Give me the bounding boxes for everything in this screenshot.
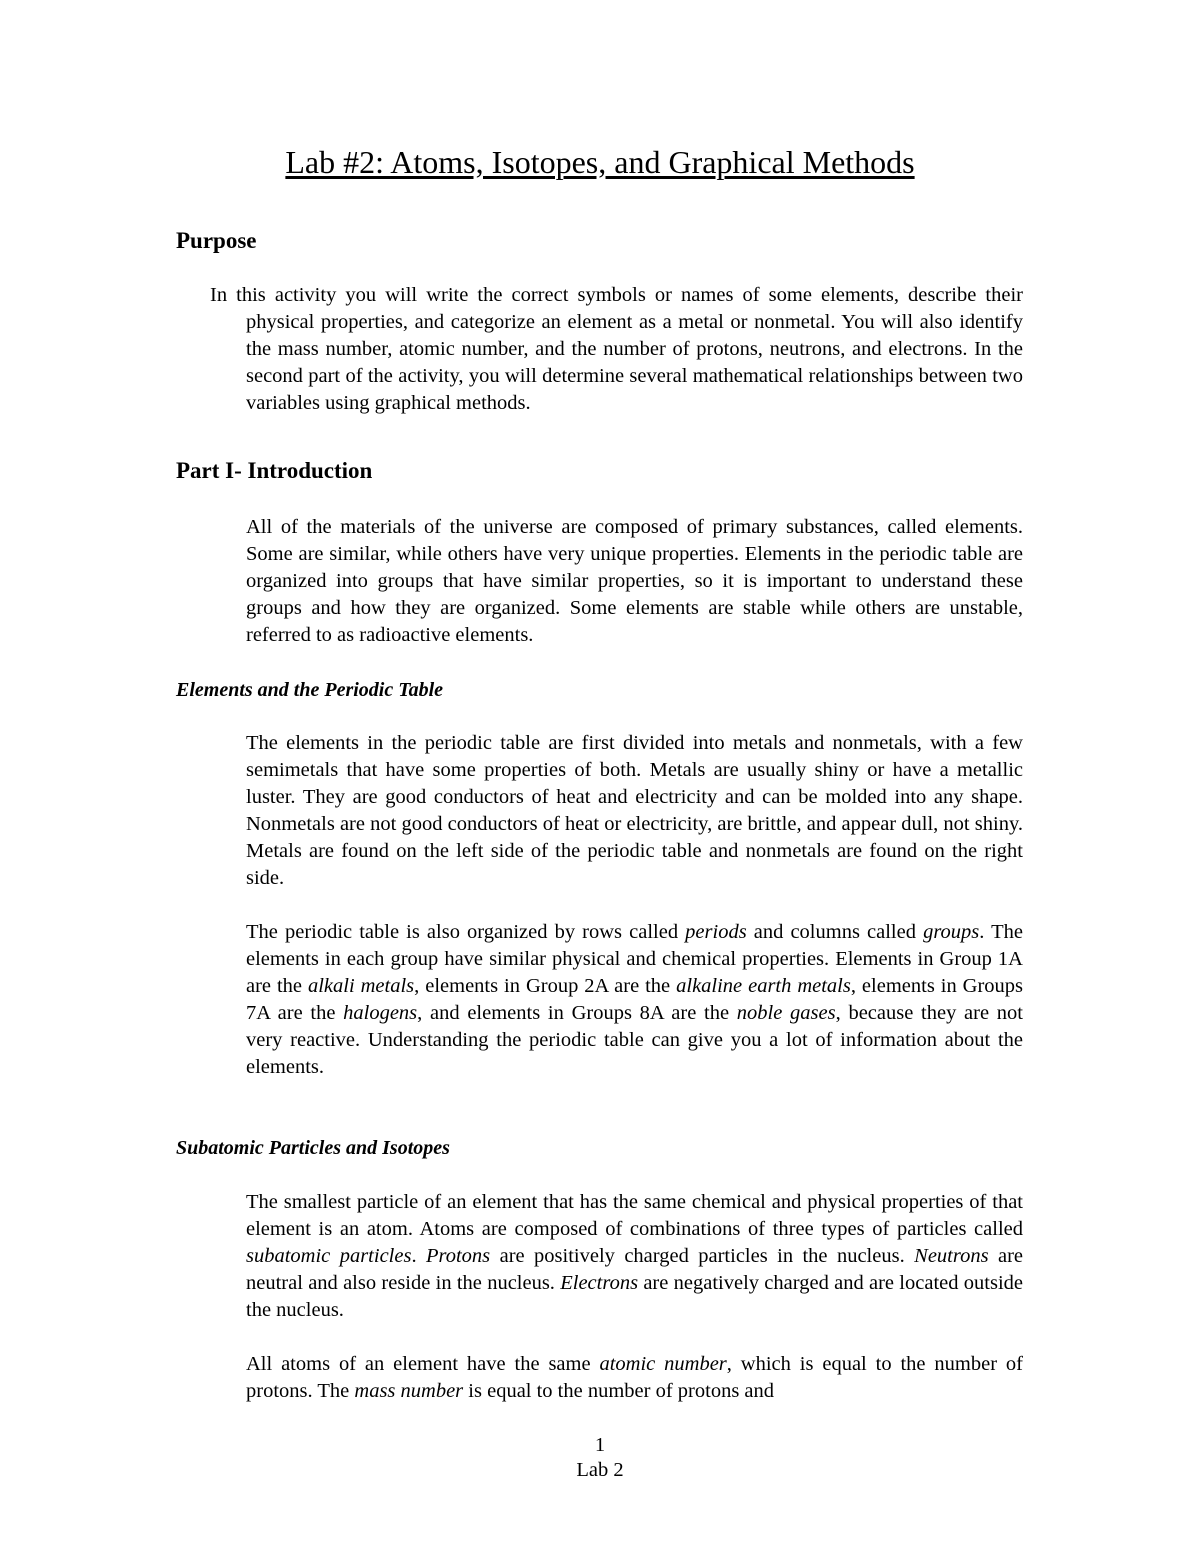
term-neutrons: Neutrons	[914, 1245, 989, 1267]
term-mass-number: mass number	[354, 1380, 464, 1402]
purpose-paragraph: In this activity you will write the correct symbols or names of some elements, describe their physical properties, and categorize an element as a metal or nonmetal. You will also identify the mass number, atomic number, and the number of protons, neutrons, and electrons. In the second part of the activity, you will determine several mathematical relationships between two variables using graphical methods.	[210, 284, 1023, 414]
subatomic-paragraph-1: The smallest particle of an element that has the same chemical and physical properties of that element is an atom. Atoms are composed of combinations of three types of particles called subatomic particles. Protons are positively charged particles in the nucleus. Neutrons are neutral and also reside in the nucleus. Electrons are negatively charged and are located outside the nucleus.	[246, 1191, 1024, 1321]
part1-paragraph: All of the materials of the universe are composed of primary substances, called elements. Some are similar, while others have very unique properties. Elements in the periodic table are organized into groups that have similar properties, so it is important to understand these groups and how they are organized. Some elements are stable while others are unstable, referred to as radioactive elements.	[246, 516, 1023, 646]
footer-label: Lab 2	[576, 1459, 624, 1481]
term-protons: Protons	[426, 1245, 491, 1267]
part1-heading: Part I- Introduction	[176, 458, 373, 483]
purpose-heading: Purpose	[176, 228, 257, 253]
term-electrons: Electrons	[560, 1272, 639, 1294]
elements-paragraph-1: The elements in the periodic table are first divided into metals and nonmetals, with a few semimetals that have some properties of both. Metals are usually shiny or have a metallic luster. They are good conductors of heat and electricity and can be molded into any shape. Nonmetals are not good conductors of heat or electricity, are brittle, and appear dull, not shiny. Metals are found on the left side of the periodic table and nonmetals are found on the right side.	[246, 732, 1023, 889]
elements-heading: Elements and the Periodic Table	[176, 679, 444, 701]
term-alkali-metals: alkali metals	[307, 975, 415, 997]
term-alkaline-earth-metals: alkaline earth metals	[676, 975, 851, 997]
page-number: 1	[594, 1434, 606, 1456]
term-groups: groups	[923, 921, 980, 943]
term-subatomic-particles: subatomic particles	[246, 1245, 412, 1267]
subatomic-heading: Subatomic Particles and Isotopes	[176, 1137, 450, 1159]
elements-paragraph-2: The periodic table is also organized by rows called periods and columns called groups. The elements in each group have similar physical and chemical properties. Elements in Group 1A are the alkali metals, elements in Group 2A are the alkaline earth metals, elements in Groups 7A are the halogens, and elements in Groups 8A are the noble gases, because they are not very reactive. Understanding the periodic table can give you a lot of information about the elements.	[246, 921, 1023, 1078]
term-noble-gases: noble gases	[736, 1002, 836, 1024]
term-halogens: halogens	[343, 1002, 418, 1024]
document-title: Lab #2: Atoms, Isotopes, and Graphical Methods	[285, 144, 915, 180]
subatomic-paragraph-2: All atoms of an element have the same atomic number, which is equal to the number of protons. The mass number is equal to the number of protons and	[246, 1353, 1023, 1402]
term-periods: periods	[685, 921, 747, 943]
term-atomic-number: atomic number	[599, 1353, 727, 1375]
